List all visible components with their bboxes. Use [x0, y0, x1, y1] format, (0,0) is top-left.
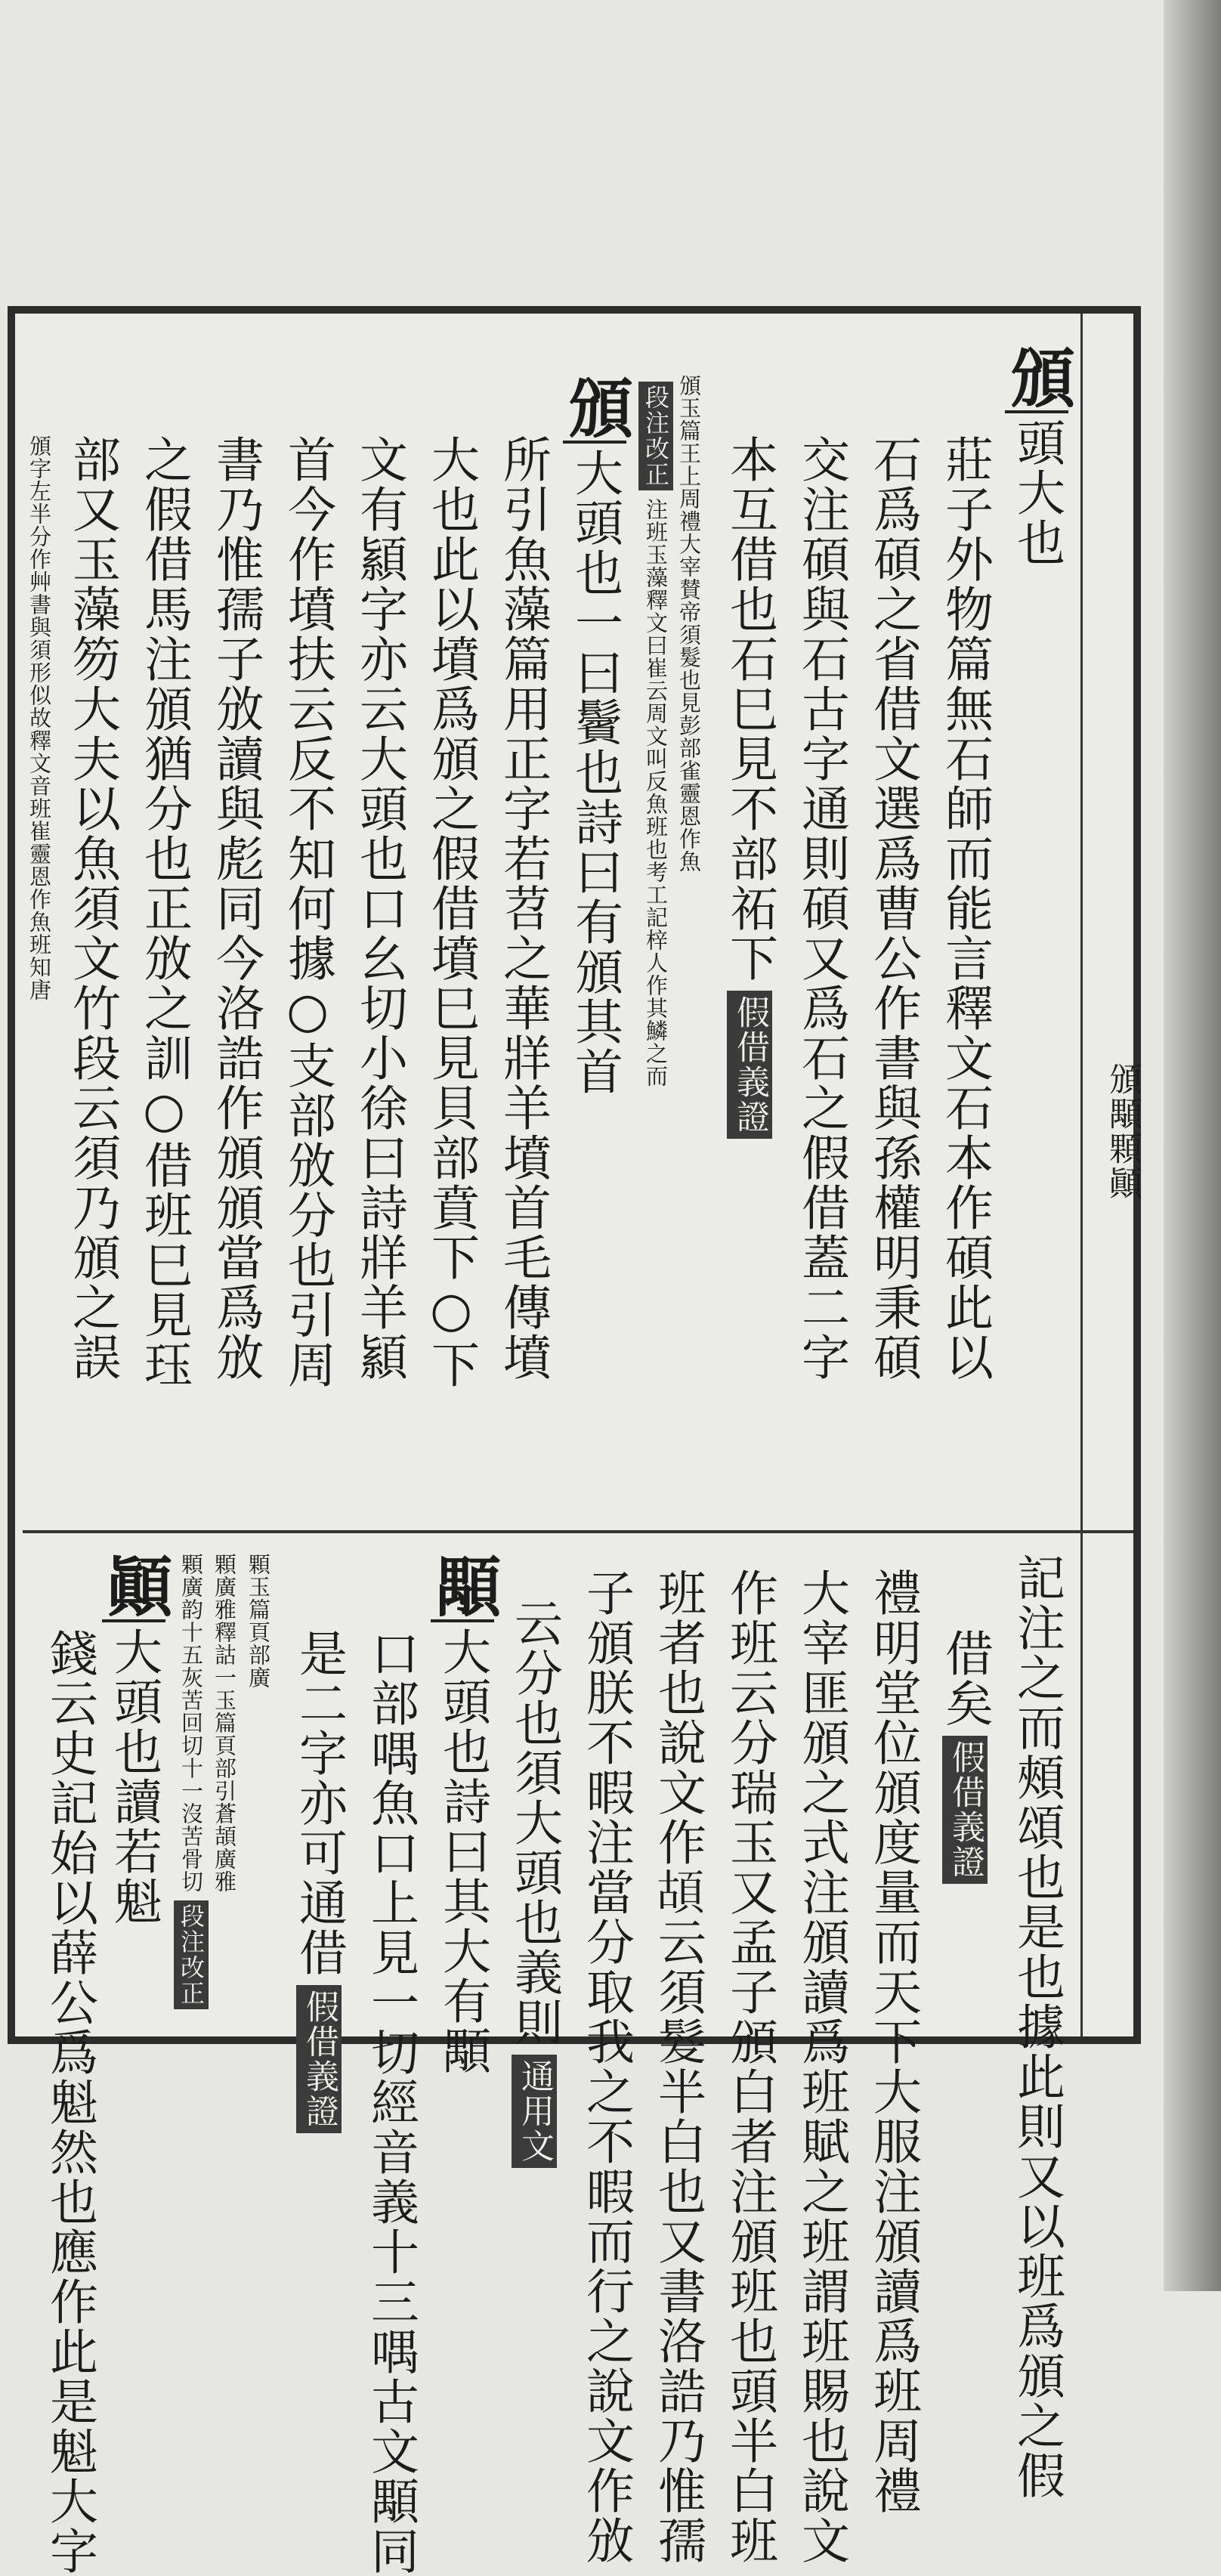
tag-jiajie: 假借義證	[727, 991, 772, 1139]
register-divider	[23, 1530, 1133, 1533]
col-3: 石爲碩之省借文選爲曹公作書與孫權明秉碩	[865, 434, 921, 1382]
col-12: 首今作墳扶云反不知何據○支部攽分也引周	[280, 434, 335, 1390]
ear-title: 頒顒顆顚	[1103, 1062, 1142, 1201]
col-5: 本互借也石巳見不部祏下假借義證	[718, 434, 781, 1146]
tag-jiajie: 假借義證	[942, 1736, 988, 1884]
col-13: 書乃惟孺子攽讀與彪同今洛誥作頒頒當爲攽	[208, 434, 264, 1382]
col-b5: 作班云分瑞玉又孟子頒白者注頒班也頭半白班	[722, 1568, 777, 2565]
tag-jiajie: 假借義證	[296, 1985, 342, 2133]
tag-duanzhu: 段注改正	[174, 1900, 209, 2009]
col-9: 所引魚藻篇用正字若苕之華牂羊墳首毛傳墳	[495, 434, 551, 1382]
entry-head: 頒	[563, 374, 626, 444]
tag-tongyong: 通用文	[512, 2055, 557, 2168]
col-b13-note: 顆廣雅釋詁一玉篇頁部引蒼頡廣雅	[212, 1553, 237, 1893]
col-6-note: 頒玉篇王上周禮大宰賛帝須髮也見彭部雀靈恩作魚	[676, 374, 702, 873]
entry-head: 顚	[102, 1553, 165, 1622]
col-b8: 云分也須大頭也義則通用文	[502, 1598, 566, 2176]
col-1: 頒頭大也	[999, 344, 1075, 567]
col-b11: 是二字亦可通借假借義證	[287, 1628, 351, 2141]
col-b7: 子頒朕不暇注當分取我之不暇而行之說文作攽	[578, 1568, 634, 2565]
col-16-note: 頒字左半分作艸書與須形似故釋文音班崔靈恩作魚班知唐	[26, 434, 52, 1001]
col-b9: 顒大頭也詩曰其大有顒	[425, 1553, 501, 2076]
col-b3: 禮明堂位頒度量而天下大服注頒讀爲班周禮	[865, 1568, 921, 2516]
col-b14-note: 顆廣韵十五灰苦回切十一沒苦骨切段注改正	[174, 1553, 209, 2017]
col-8: 頒大頭也一曰鬢也詩曰有頒其首	[557, 374, 633, 1096]
col-b4: 大宰匪頒之式注頒讀爲班賦之班謂班賜也說文	[793, 1568, 849, 2565]
entry-head: 顒	[431, 1553, 494, 1622]
col-b12-note: 顆玉篇頁部廣	[246, 1553, 271, 1689]
col-b15: 顚大頭也讀若魁	[96, 1553, 172, 1926]
col-11: 文有顈字亦云大頭也口幺切小徐曰詩牂羊顈	[351, 434, 407, 1382]
col-15: 部又玉藻笏大夫以魚須文竹段云須乃頒之誤	[64, 434, 120, 1382]
col-b16: 錢云史記始以薛公爲魁然也應作此是魁大字	[42, 1628, 97, 2576]
col-b10: 口部喁魚口上見一切經音義十三喁古文顒同	[363, 1628, 419, 2576]
col-b2: 借矣假借義證	[933, 1628, 997, 1891]
col-b1: 記注之而頰頌也是也據此則又以班爲頒之假	[1009, 1553, 1065, 2500]
col-7-note: 段注改正注班玉藻釋文曰崔云周文叫反魚班也考工記梓人作其鱗之而	[638, 374, 673, 1087]
col-b6: 班者也說文作𩑶云須髮半白也又書洛誥乃惟孺	[650, 1568, 706, 2565]
page-frame	[8, 306, 1142, 2576]
col-14: 之假借馬注頒猶分也正攽之訓○借班巳見珏	[136, 434, 192, 1390]
entry-head: 頒	[1005, 344, 1068, 413]
col-10: 大也此以墳爲頒之假借墳巳見貝部賁下○下	[423, 434, 479, 1390]
col-2: 莊子外物篇無石師而能言釋文石本作碩此以	[937, 434, 993, 1382]
tag-duanzhu: 段注改正	[638, 382, 673, 490]
page-edge	[1164, 0, 1221, 2291]
col-4: 交注碩與石古字通則碩又爲石之假借蓋二字	[793, 434, 849, 1382]
ear-column	[1080, 314, 1141, 2036]
